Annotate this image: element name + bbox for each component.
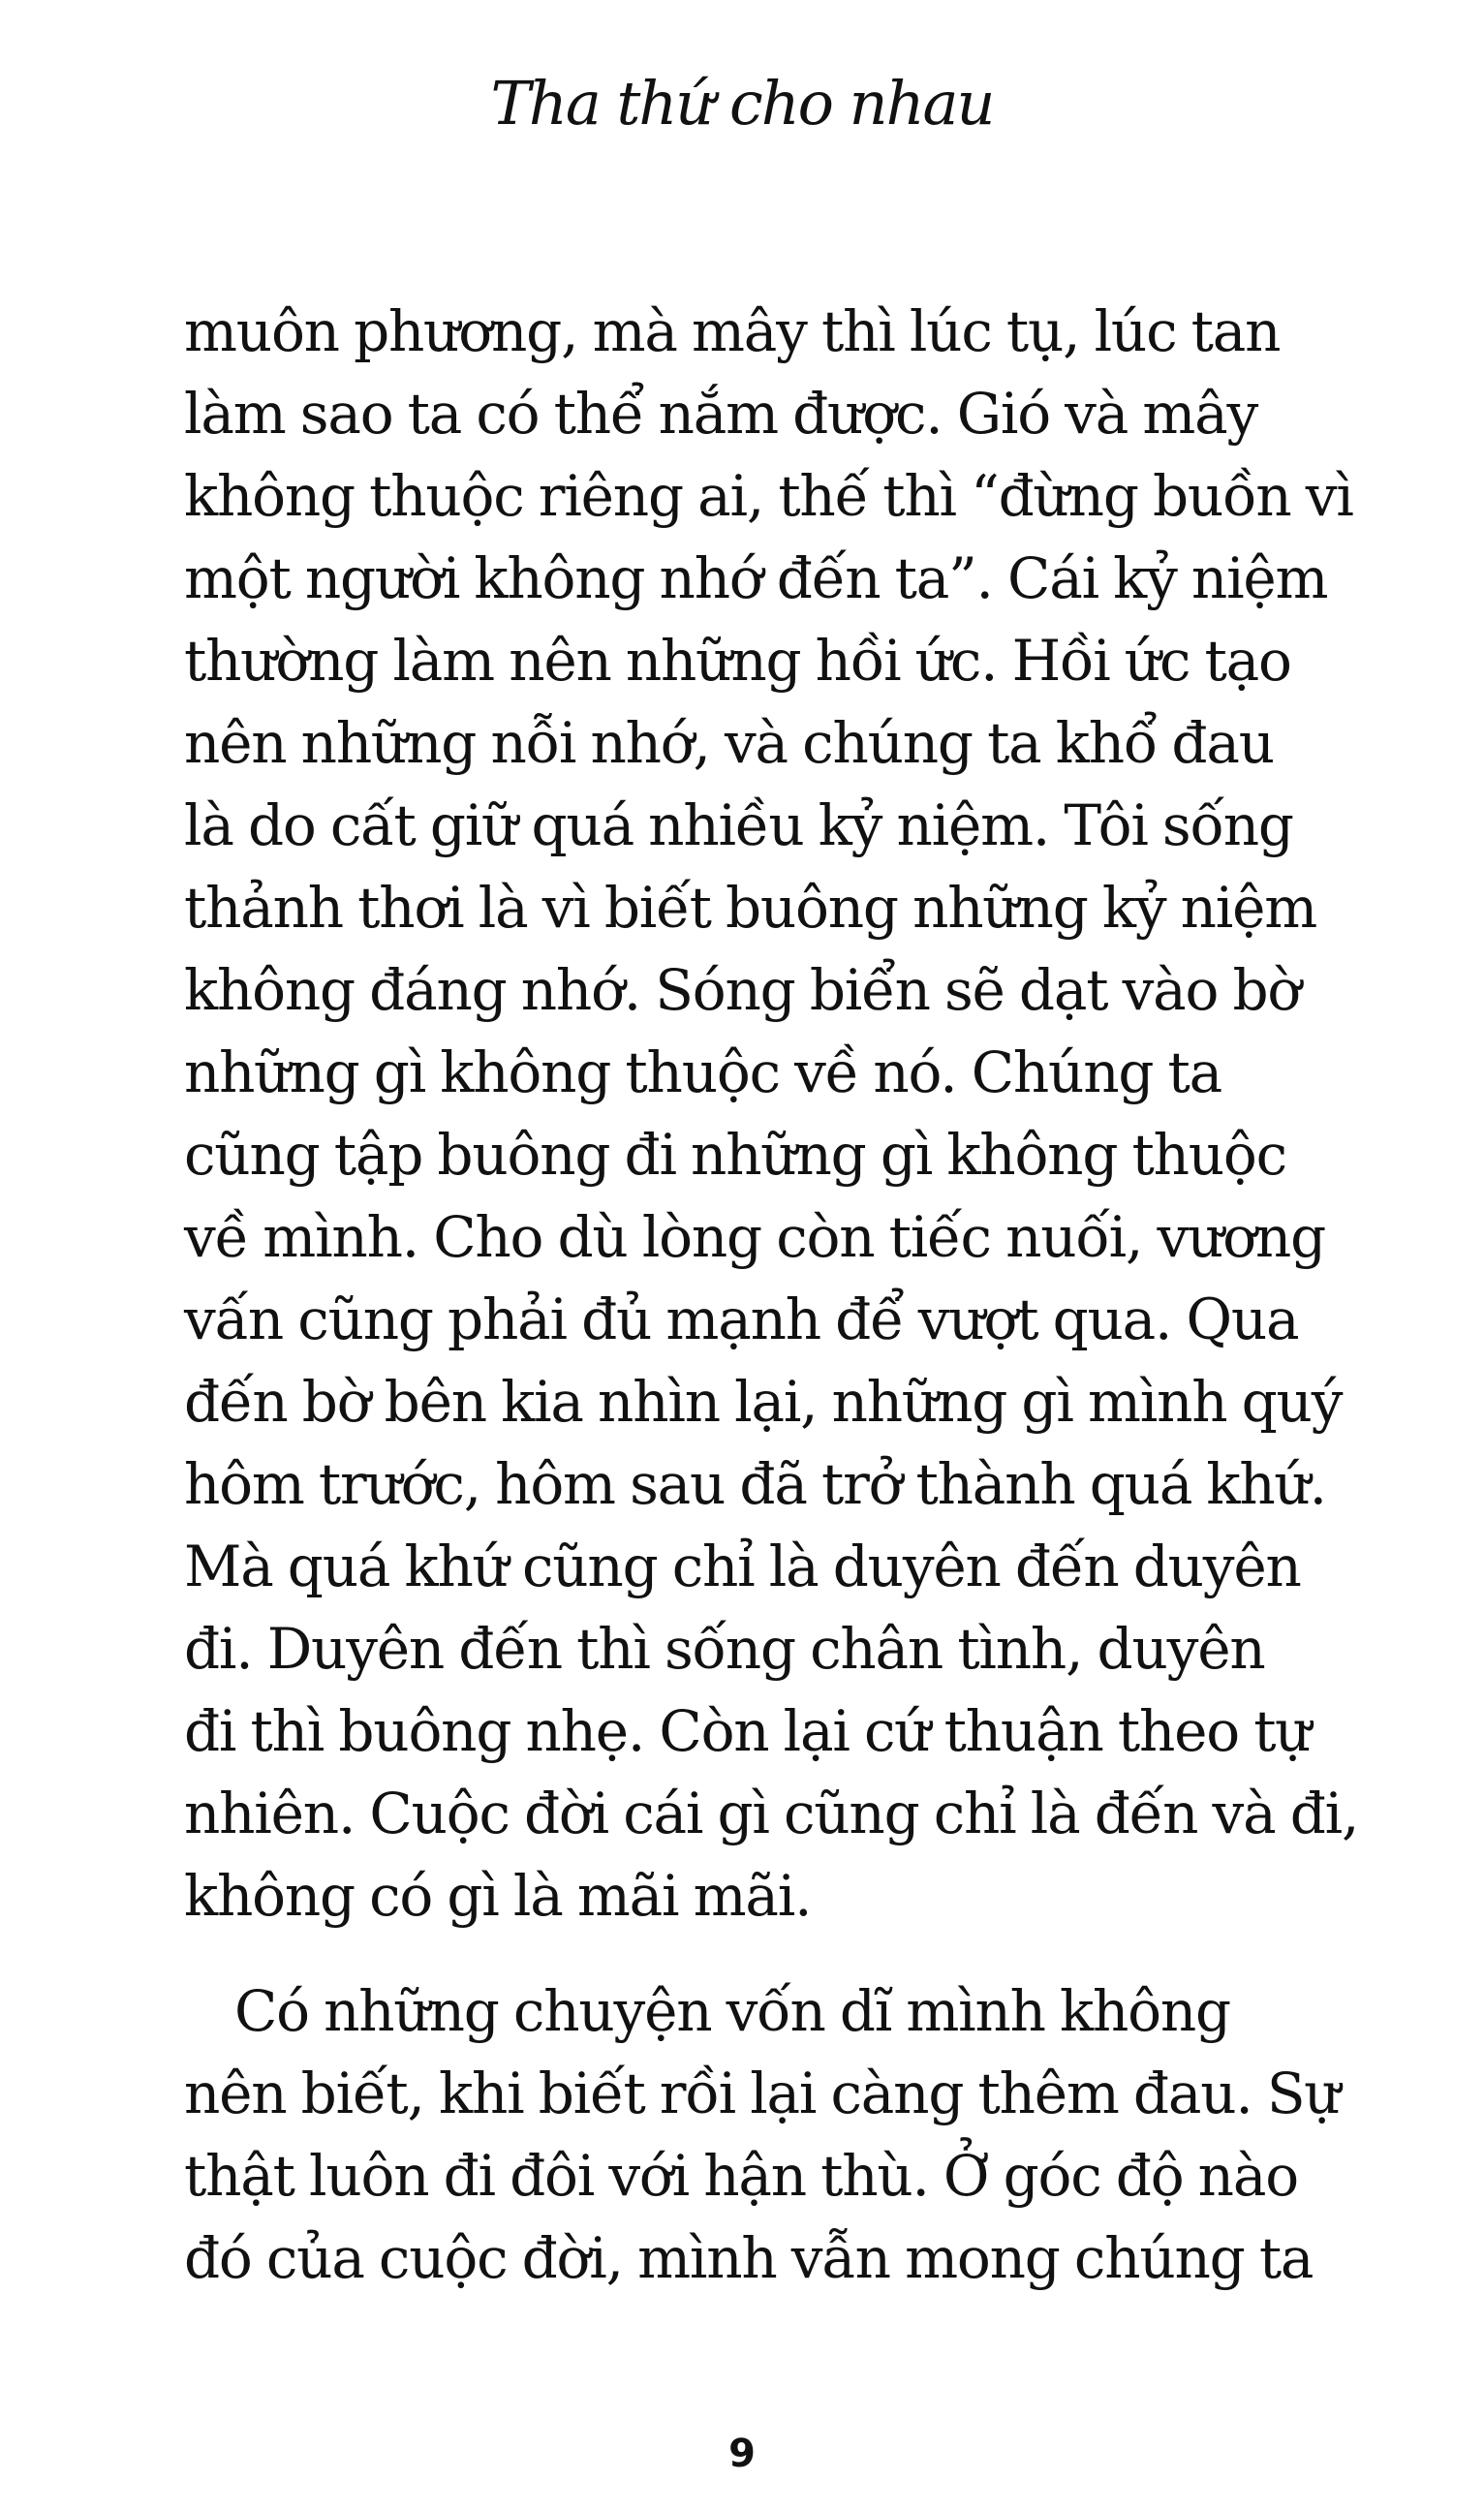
text-line: là do cất giữ quá nhiều kỷ niệm. Tôi sống [184, 792, 1293, 858]
text-line: không đáng nhớ. Sóng biển sẽ dạt vào bờ [184, 957, 1301, 1023]
text-line: vấn cũng phải đủ mạnh để vượt qua. Qua [184, 1286, 1299, 1352]
text-line: đó của cuộc đời, mình vẫn mong chúng ta [184, 2225, 1314, 2291]
text-line: nên những nỗi nhớ, và chúng ta khổ đau [184, 710, 1274, 776]
text-line: đi. Duyên đến thì sống chân tình, duyên [184, 1616, 1265, 1682]
paragraph-gap [184, 1938, 1211, 1970]
text-line: thường làm nên những hồi ức. Hồi ức tạo [184, 628, 1291, 694]
text-line: hôm trước, hôm sau đã trở thành quá khứ. [184, 1451, 1326, 1517]
text-line: những gì không thuộc về nó. Chúng ta [184, 1039, 1221, 1105]
paragraph [184, 291, 1359, 1938]
text-line: không thuộc riêng ai, thế thì “đừng buồn vì [184, 463, 1353, 529]
text-line: làm sao ta có thể nắm được. Gió và mây [184, 381, 1258, 447]
text-line: Có những chuyện vốn dĩ mình không [234, 1978, 1230, 2044]
text-line: đi thì buông nhẹ. Còn lại cứ thuận theo tự [184, 1698, 1311, 1764]
body-text [184, 291, 1359, 2300]
text-line: thảnh thơi là vì biết buông những kỷ niệm [184, 875, 1317, 941]
text-line: đến bờ bên kia nhìn lại, những gì mình quý [184, 1369, 1343, 1435]
running-header-title: Tha thứ cho nhau [490, 68, 994, 139]
text-line: muôn phương, mà mây thì lúc tụ, lúc tan [184, 298, 1281, 364]
paragraph [184, 1970, 1340, 2300]
text-line: thật luôn đi đôi với hận thù. Ở góc độ nào [184, 2143, 1298, 2209]
text-line: cũng tập buông đi những gì không thuộc [184, 1122, 1286, 1188]
text-line: Mà quá khứ cũng chỉ là duyên đến duyên [184, 1534, 1301, 1599]
text-line: một người không nhớ đến ta”. Cái kỷ niệm [184, 545, 1328, 611]
text-line: nên biết, khi biết rồi lại càng thêm đau. Sự [184, 2061, 1340, 2126]
page-number: 9 [728, 2432, 756, 2476]
text-line: không có gì là mãi mãi. [184, 1863, 812, 1929]
text-line: nhiên. Cuộc đời cái gì cũng chỉ là đến và đi, [184, 1781, 1359, 1846]
text-line: về mình. Cho dù lòng còn tiếc nuối, vương [184, 1204, 1326, 1270]
